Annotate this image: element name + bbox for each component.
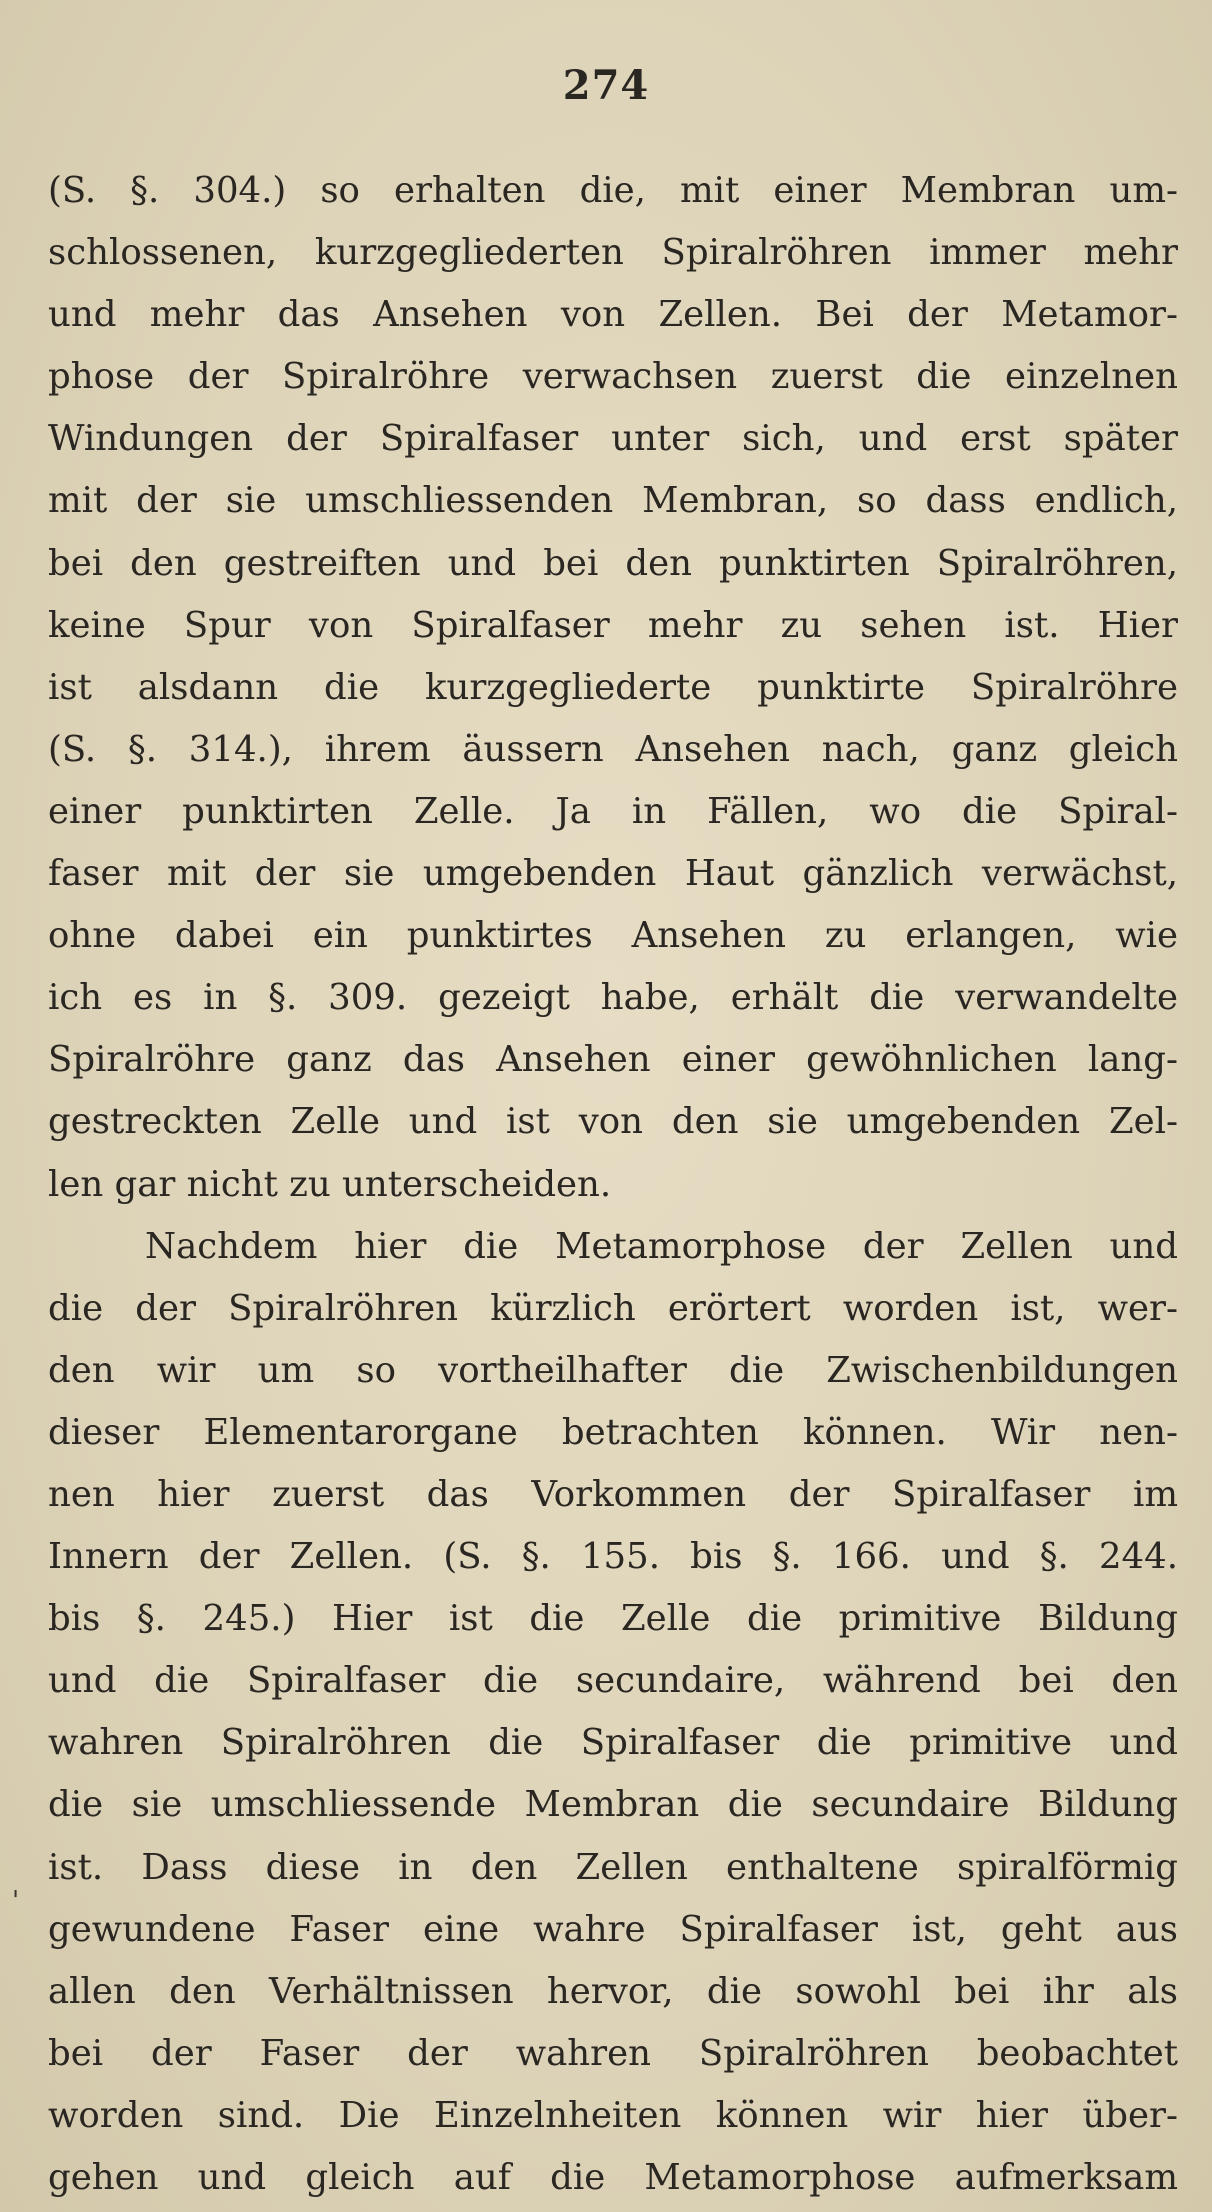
text-line: len gar nicht zu unterscheiden. bbox=[48, 1163, 612, 1205]
text-line: (S. §. 304.) so erhalten die, mit einer Membran um- bbox=[48, 170, 1178, 211]
text-line: schlossenen, kurzgegliederten Spiralröhren immer mehr bbox=[48, 232, 1178, 274]
text-line: einer punktirten Zelle. Ja in Fällen, wo die Spiral- bbox=[48, 790, 1178, 832]
text-line: gehen und gleich auf die Metamorphose aufmerksam bbox=[48, 2157, 1178, 2198]
text-line: bei der Faser der wahren Spiralröhren beobachtet bbox=[48, 2032, 1178, 2074]
text-line: Nachdem hier die Metamorphose der Zellen und bbox=[145, 1225, 1178, 1267]
text-line: und mehr das Ansehen von Zellen. Bei der Metamor- bbox=[48, 294, 1178, 336]
text-line: mit der sie umschliessenden Membran, so dass endlich, bbox=[48, 480, 1178, 522]
text-line: bei den gestreiften und bei den punktirten Spiralröhren, bbox=[48, 542, 1178, 584]
text-line: wahren Spiralröhren die Spiralfaser die primitive und bbox=[48, 1722, 1178, 1764]
text-line: (S. §. 314.), ihrem äussern Ansehen nach, ganz gleich bbox=[48, 728, 1178, 770]
text-line: worden sind. Die Einzelnheiten können wir hier über- bbox=[48, 2094, 1178, 2136]
text-line: allen den Verhältnissen hervor, die sowohl bei ihr als bbox=[48, 1970, 1178, 2012]
text-line: nen hier zuerst das Vorkommen der Spiralfaser im bbox=[48, 1473, 1178, 1515]
text-line: Windungen der Spiralfaser unter sich, und erst später bbox=[48, 418, 1178, 460]
text-line: bis §. 245.) Hier ist die Zelle die primitive Bildung bbox=[48, 1598, 1178, 1640]
body-text bbox=[48, 160, 1178, 2209]
text-line: gewundene Faser eine wahre Spiralfaser ist, geht aus bbox=[48, 1908, 1178, 1950]
text-line: und die Spiralfaser die secundaire, während bei den bbox=[48, 1660, 1178, 1702]
margin-mark: ' bbox=[12, 1886, 20, 1916]
text-line: ist. Dass diese in den Zellen enthaltene spiralförmig bbox=[48, 1846, 1178, 1888]
text-line: faser mit der sie umgebenden Haut gänzlich verwächst, bbox=[48, 853, 1178, 895]
text-line: die der Spiralröhren kürzlich erörtert worden ist, wer- bbox=[48, 1287, 1178, 1329]
text-line: ohne dabei ein punktirtes Ansehen zu erlangen, wie bbox=[48, 915, 1178, 957]
text-line: Spiralröhre ganz das Ansehen einer gewöhnlichen lang- bbox=[48, 1039, 1178, 1081]
text-line: den wir um so vortheilhafter die Zwischenbildungen bbox=[48, 1349, 1178, 1391]
text-line: Innern der Zellen. (S. §. 155. bis §. 166. und §. 244. bbox=[48, 1536, 1178, 1578]
text-line: ist alsdann die kurzgegliederte punktirte Spiralröhre bbox=[48, 666, 1178, 708]
text-line: keine Spur von Spiralfaser mehr zu sehen ist. Hier bbox=[48, 604, 1178, 646]
text-line: die sie umschliessende Membran die secundaire Bildung bbox=[48, 1784, 1178, 1826]
page-number: 274 bbox=[562, 62, 650, 109]
text-line: gestreckten Zelle und ist von den sie umgebenden Zel- bbox=[48, 1101, 1178, 1143]
text-line: dieser Elementarorgane betrachten können. Wir nen- bbox=[48, 1411, 1178, 1453]
text-line: phose der Spiralröhre verwachsen zuerst die einzelnen bbox=[48, 356, 1178, 398]
text-line: ich es in §. 309. gezeigt habe, erhält die verwandelte bbox=[48, 977, 1178, 1019]
